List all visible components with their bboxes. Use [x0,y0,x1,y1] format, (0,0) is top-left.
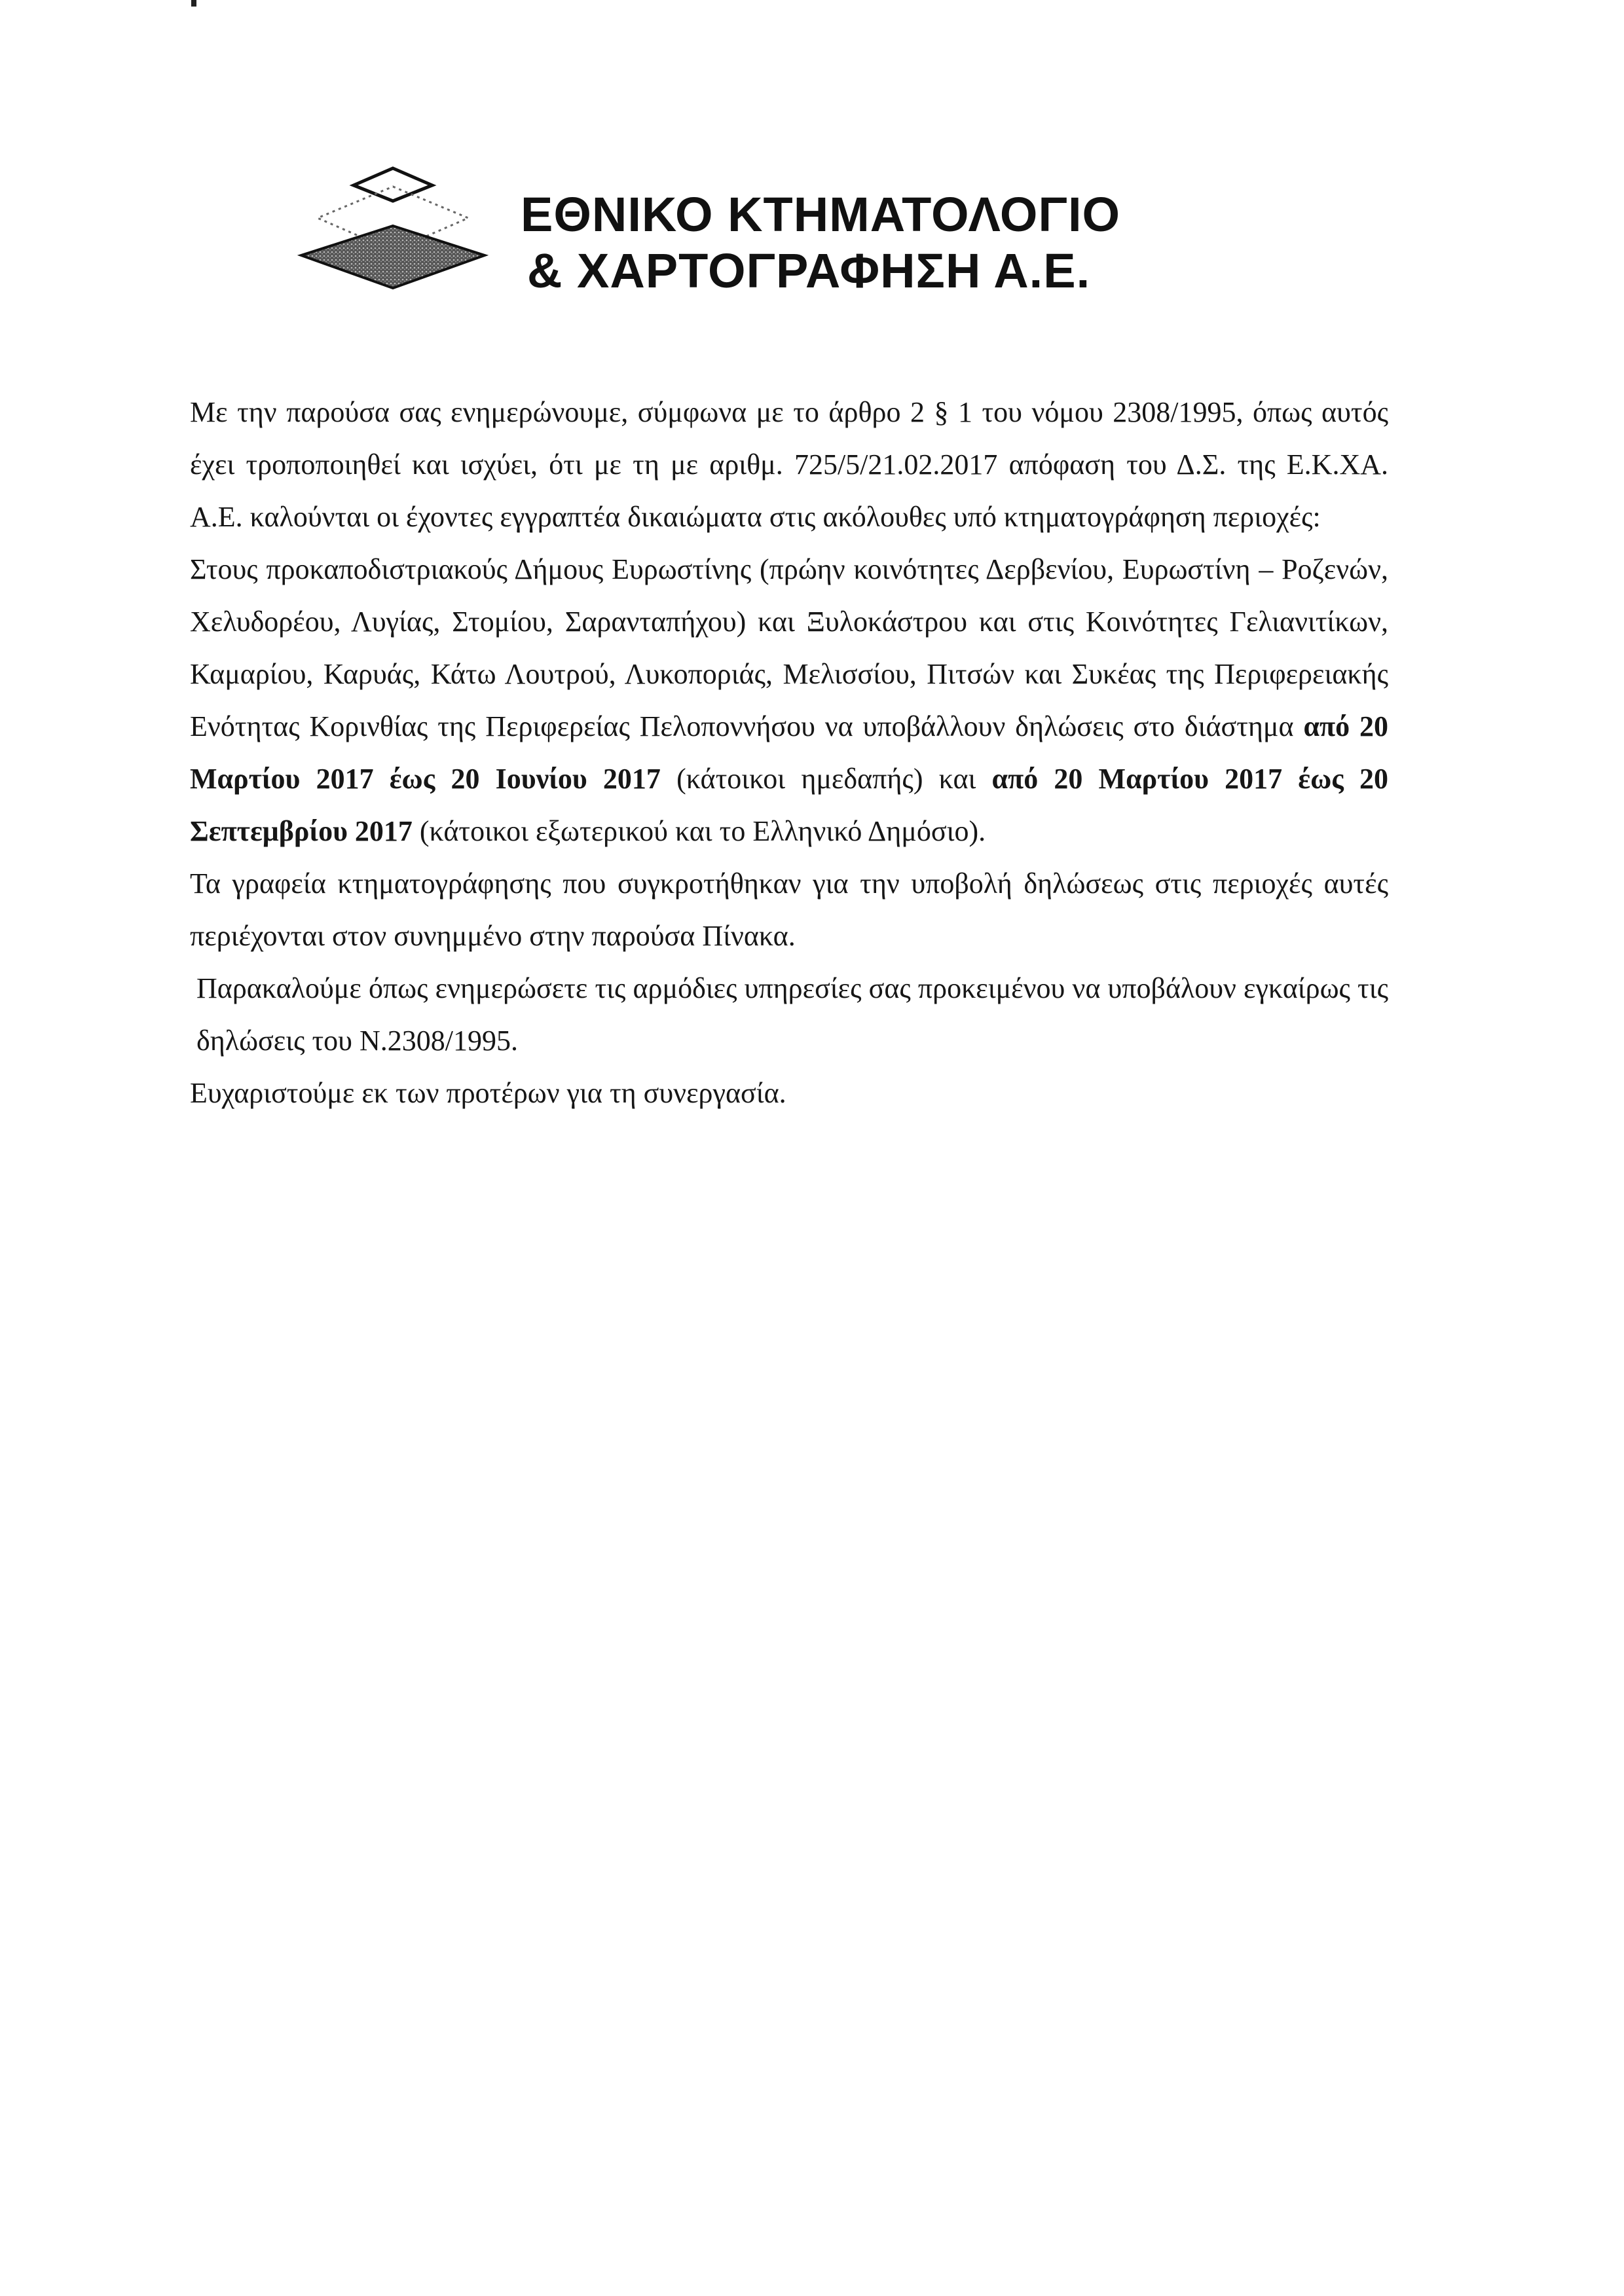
residents-abroad: (κάτοικοι εξωτερικού και το Ελληνικό Δημόσιο). [419,815,986,847]
paragraph-areas [190,543,1388,858]
organization-name [521,187,1120,299]
diamond-layers-logo-icon [272,160,507,298]
period-domestic: από 20 Μαρτίου 2017 έως 20 Ιουνίου 2017 [190,710,1389,795]
organization-name-line2: & ΧΑΡΤΟΓΡΑΦΗΣΗ Α.Ε. [527,244,1091,298]
letter-body [190,386,1388,1120]
paragraph-notice: Με την παρούσα σας ενημερώνουμε, σύμφωνα με το άρθρο 2 § 1 του νόμου 2308/1995, όπως αυτός έχει τροποποιηθεί και ισχύει, ότι με τη με αριθμ. 725/5/21.02.2017 απόφαση του Δ.Σ. της Ε.Κ.ΧΑ. Α.Ε. καλούνται οι έχοντες εγγραπτέα δικαιώματα στις ακόλουθες υπό κτηματογράφηση περιοχές: [190,396,1388,533]
period-abroad: από 20 Μαρτίου 2017 έως 20 Σεπτεμβρίου 2017 [190,763,1388,847]
paragraph-offices: Τα γραφεία κτηματογράφησης που συγκροτήθηκαν για την υποβολή δηλώσεως στις περιοχές αυτές περιέχονται στον συνημμένο στην παρούσα Πίνακα. [190,867,1388,952]
paragraph-thanks: Ευχαριστούμε εκ των προτέρων για τη συνεργασία. [190,1077,786,1109]
areas-text: Στους προκαποδιστριακούς Δήμους Ευρωστίνης (πρώην κοινότητες Δερβενίου, Ευρωστίνη – Ροζενών, Χελυδορέου, Λυγίας, Στομίου, Σαρανταπήχου) και Ξυλοκάστρου και στις Κοινότητες Γελιανιτίκων, Καμαρίου, Καρυάς, Κάτω Λουτρού, Λυκοποριάς, Μελισσίου, Πιτσών και Συκέας της Περιφερειακής Ενότητας Κορινθίας της Περιφερείας Πελοποννήσου να υποβάλλουν δηλώσεις στο διάστημα [190,553,1388,742]
letterhead [272,160,1123,298]
scan-artifact [191,0,196,7]
organization-name-line1: ΕΘΝΙΚΟ ΚΤΗΜΑΤΟΛΟΓΙΟ [521,187,1121,242]
paragraph-request: Παρακαλούμε όπως ενημερώσετε τις αρμόδιες υπηρεσίες σας προκειμένου να υποβάλουν εγκαίρως τις δηλώσεις του Ν.2308/1995. [196,972,1388,1057]
residents-domestic: (κάτοικοι ημεδαπής) και [676,763,976,795]
